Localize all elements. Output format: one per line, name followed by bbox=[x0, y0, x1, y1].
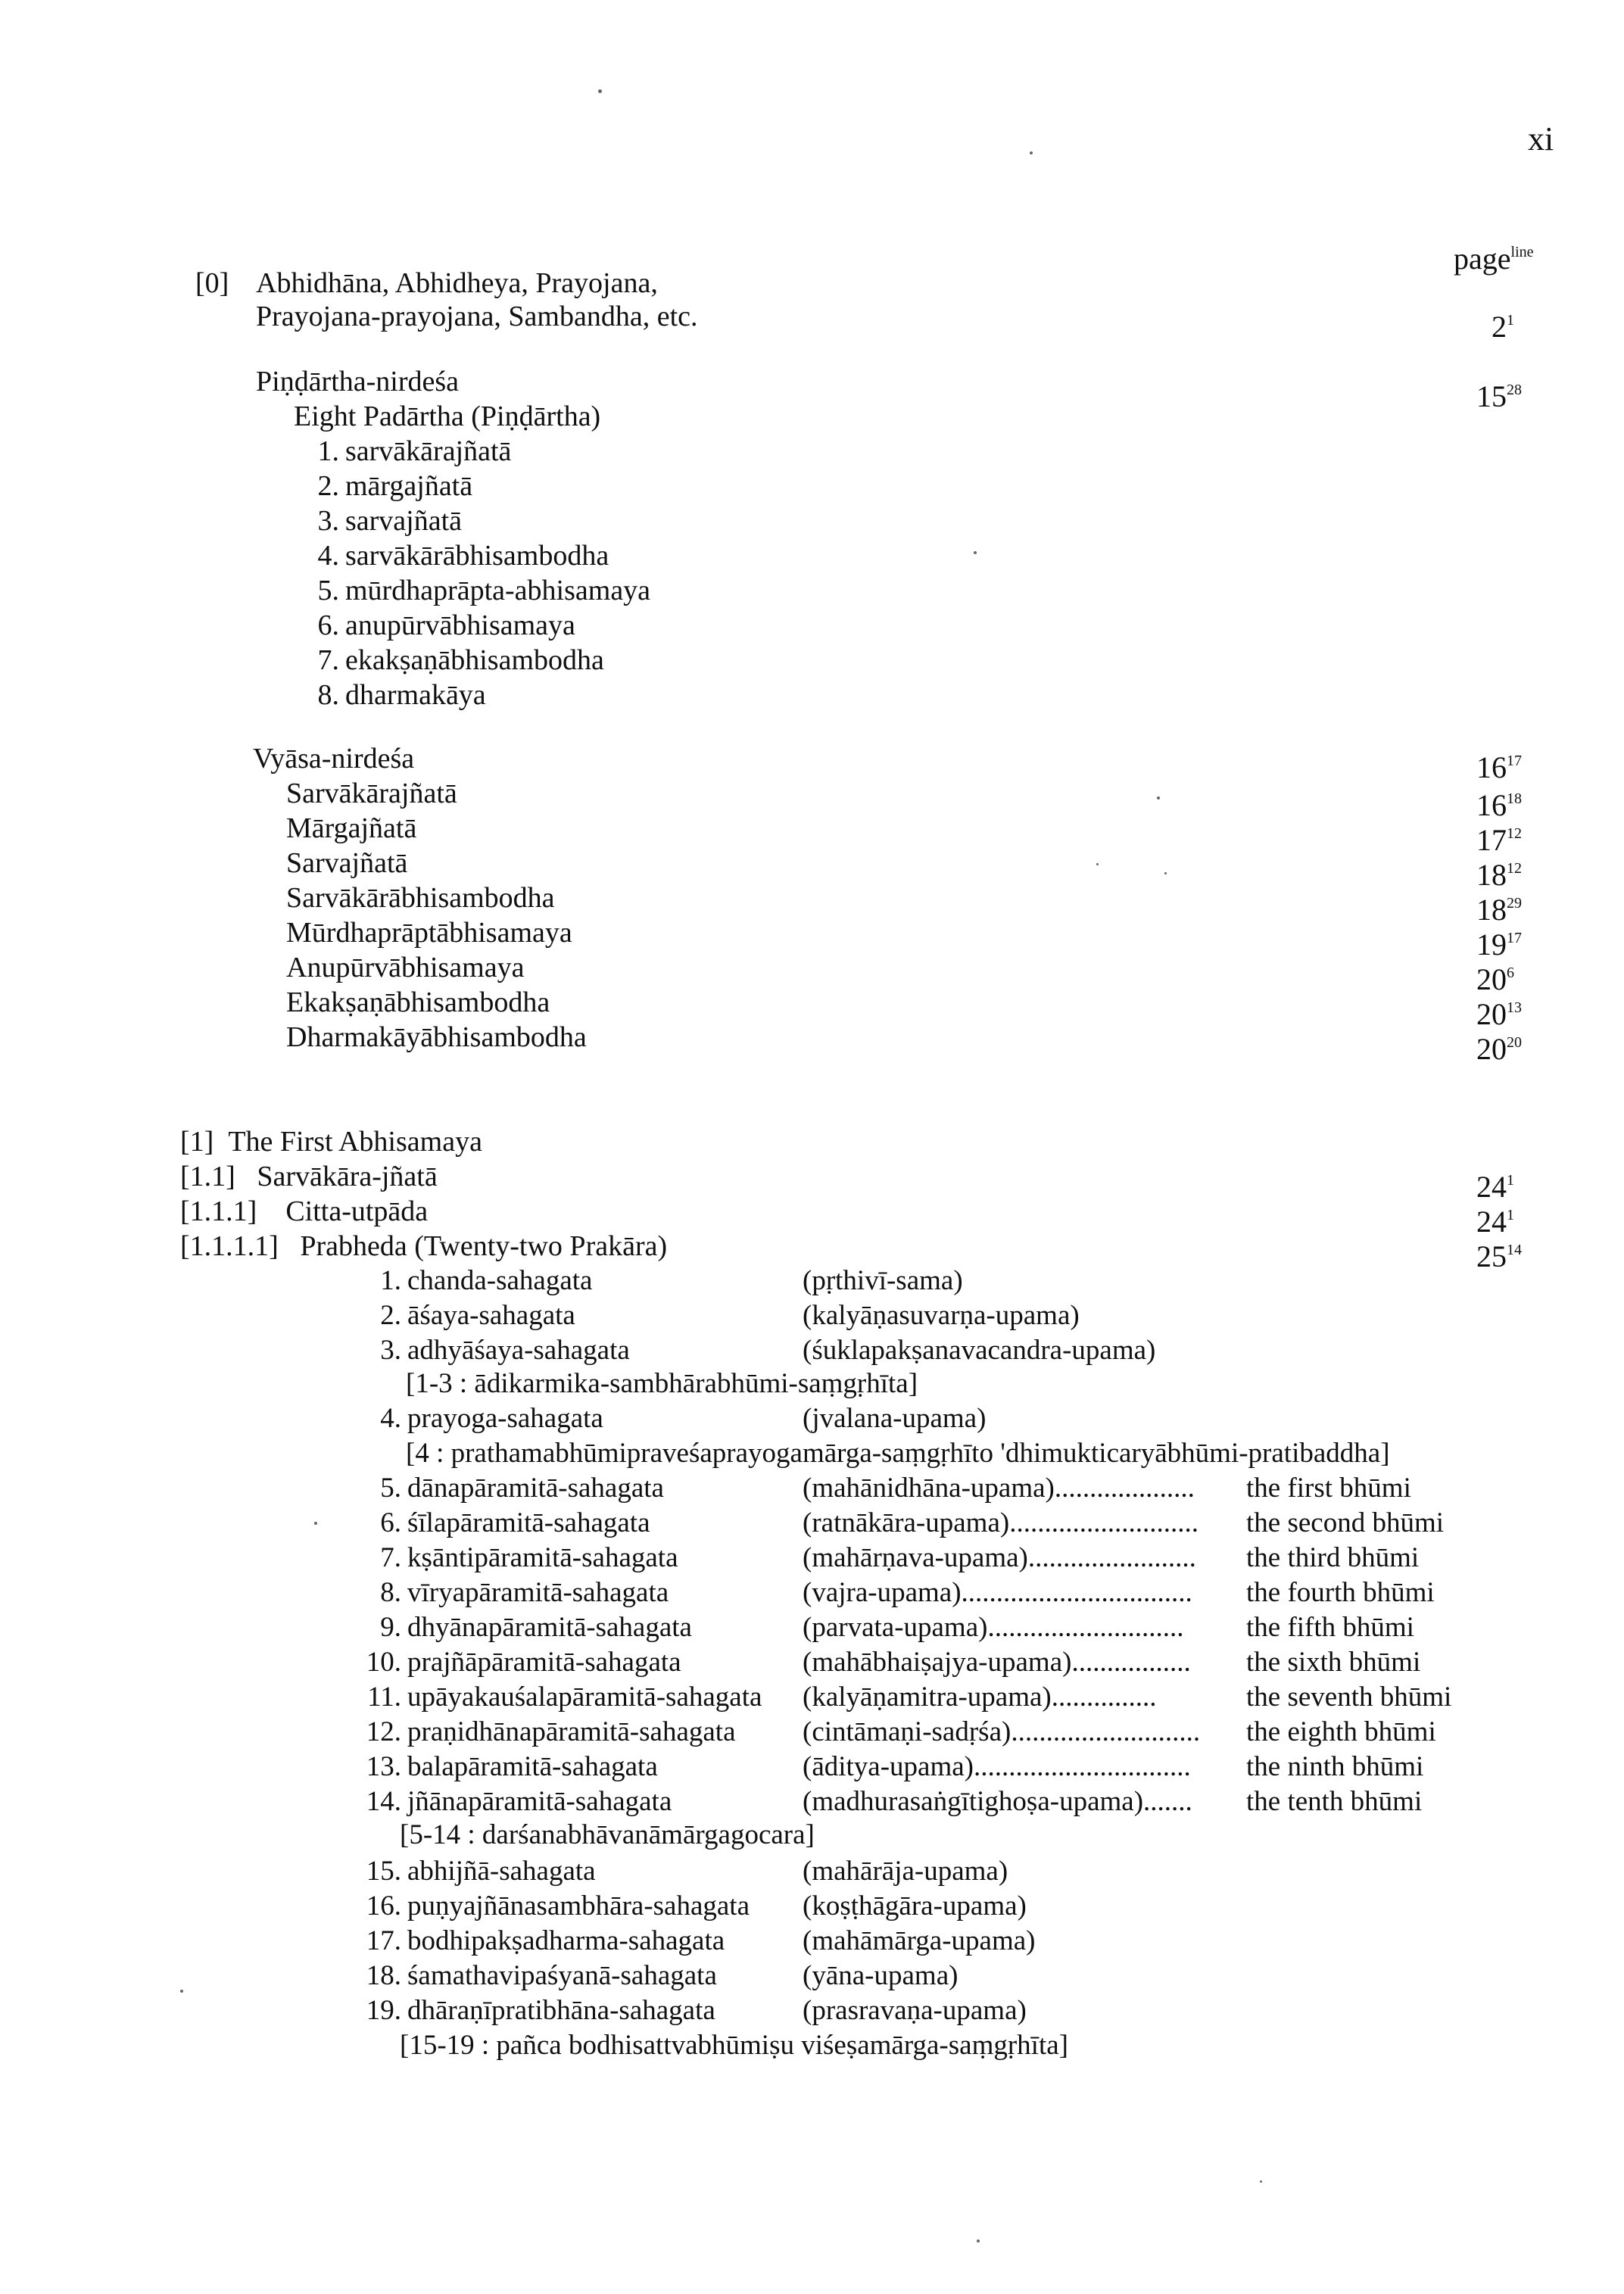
vyasa-item-page: $19^{17}$ bbox=[1476, 927, 1522, 962]
prabheda-bhumi: the third bhūmi bbox=[1246, 1542, 1420, 1573]
vyasa-item: Sarvajñatā bbox=[286, 847, 408, 879]
vyasa-item: Dharmakāyābhisambodha bbox=[286, 1021, 587, 1053]
prabheda-bhumi: the tenth bhūmi bbox=[1246, 1786, 1423, 1817]
prabheda-label: 1. chanda-sahagata bbox=[380, 1265, 593, 1296]
scan-speck bbox=[974, 551, 977, 554]
prabheda-bhumi: the fifth bhūmi bbox=[1246, 1612, 1414, 1643]
vyasa-item-page: $20^6$ bbox=[1476, 962, 1514, 996]
prabheda-label: 15. abhijñā-sahagata bbox=[366, 1856, 596, 1887]
prabheda-label: 6. śīlapāramitā-sahagata bbox=[380, 1507, 650, 1538]
section-0-line2: Prayojana-prayojana, Sambandha, etc. bbox=[256, 301, 698, 332]
prabheda-label: 19. dhāraṇīpratibhāna-sahagata bbox=[366, 1995, 715, 2026]
prabheda-bhumi: the ninth bhūmi bbox=[1246, 1751, 1424, 1782]
pindartha-title: Piṇḍārtha-nirdeśa bbox=[256, 366, 460, 397]
section-0-line1: Abhidhāna, Abhidheya, Prayojana, bbox=[256, 267, 658, 299]
pindartha-item: 4. sarvākārābhisambodha bbox=[317, 540, 609, 572]
prabheda-label: 14. jñānapāramitā-sahagata bbox=[366, 1786, 672, 1817]
section-1-1-1-heading: [1.1.1] Citta-utpāda bbox=[180, 1195, 429, 1227]
prabheda-comparison: (kalyāṇasuvarṇa-upama) bbox=[803, 1300, 1080, 1331]
section-1-1-page: $24^1$ bbox=[1476, 1170, 1514, 1204]
vyasa-item-page: $20^{20}$ bbox=[1476, 1032, 1522, 1066]
pindartha-item: 3. sarvajñatā bbox=[317, 505, 463, 537]
vyasa-item-page: $20^{13}$ bbox=[1476, 997, 1522, 1031]
section-0-label: [0] bbox=[195, 267, 229, 299]
prabheda-comparison: (madhurasaṅgītighoṣa-upama)....... bbox=[803, 1786, 1192, 1817]
vyasa-page: $16^{17}$ bbox=[1476, 750, 1522, 784]
scan-speck bbox=[977, 2239, 980, 2243]
prabheda-label: 13. balapāramitā-sahagata bbox=[366, 1751, 658, 1782]
prabheda-comparison: (koṣṭhāgāra-upama) bbox=[803, 1890, 1027, 1922]
column-header-page: page bbox=[1454, 242, 1511, 276]
vyasa-item: Sarvākārajñatā bbox=[286, 778, 457, 809]
section-0-page: $2^1$ bbox=[1492, 310, 1514, 344]
prabheda-label: 10. prajñāpāramitā-sahagata bbox=[366, 1647, 681, 1678]
prabheda-label: 16. puṇyajñānasambhāra-sahagata bbox=[366, 1890, 750, 1922]
vyasa-item: Sarvākārābhisambodha bbox=[286, 882, 555, 914]
prabheda-label: 18. śamathavipaśyanā-sahagata bbox=[366, 1960, 717, 1991]
prabheda-comparison: (prasravaṇa-upama) bbox=[803, 1995, 1027, 2026]
prabheda-bhumi: the seventh bhūmi bbox=[1246, 1682, 1452, 1713]
bracket-note-5-14: [5-14 : darśanabhāvanāmārgagocara] bbox=[400, 1819, 815, 1850]
prabheda-comparison: (āditya-upama)............................... bbox=[803, 1751, 1191, 1782]
vyasa-item-page: $16^{18}$ bbox=[1476, 788, 1522, 822]
scan-speck bbox=[1096, 863, 1099, 865]
prabheda-comparison: (mahārāja-upama) bbox=[803, 1856, 1008, 1887]
scan-speck bbox=[1260, 2180, 1262, 2183]
prabheda-label: 4. prayoga-sahagata bbox=[380, 1403, 603, 1434]
prabheda-comparison: (parvata-upama)............................ bbox=[803, 1612, 1184, 1643]
pindartha-item: 8. dharmakāya bbox=[317, 679, 486, 711]
pindartha-item: 5. mūrdhaprāpta-abhisamaya bbox=[317, 575, 651, 606]
prabheda-label: 5. dānapāramitā-sahagata bbox=[380, 1473, 664, 1504]
prabheda-label: 9. dhyānapāramitā-sahagata bbox=[380, 1612, 692, 1643]
prabheda-comparison: (yāna-upama) bbox=[803, 1960, 959, 1991]
prabheda-comparison: (jvalana-upama) bbox=[803, 1403, 987, 1434]
pindartha-subtitle: Eight Padārtha (Piṇḍārtha) bbox=[294, 401, 601, 432]
prabheda-label: 17. bodhipakṣadharma-sahagata bbox=[366, 1925, 725, 1956]
prabheda-comparison: (mahāmārga-upama) bbox=[803, 1925, 1036, 1956]
section-1-1-heading: [1.1] Sarvākāra-jñatā bbox=[180, 1161, 438, 1192]
vyasa-item-page: $18^{29}$ bbox=[1476, 893, 1522, 927]
vyasa-item-page: $18^{12}$ bbox=[1476, 858, 1522, 892]
vyasa-item: Mārgajñatā bbox=[286, 812, 417, 844]
vyasa-item: Ekakṣaṇābhisambodha bbox=[286, 986, 550, 1018]
scan-speck bbox=[1164, 872, 1167, 874]
prabheda-comparison: (śuklapakṣanavacandra-upama) bbox=[803, 1335, 1156, 1366]
scan-speck bbox=[1157, 796, 1160, 799]
pindartha-item: 7. ekakṣaṇābhisambodha bbox=[317, 644, 604, 676]
prabheda-label: 12. praṇidhānapāramitā-sahagata bbox=[366, 1716, 736, 1747]
prabheda-bhumi: the first bhūmi bbox=[1246, 1473, 1411, 1504]
prabheda-label: 3. adhyāśaya-sahagata bbox=[380, 1335, 630, 1366]
prabheda-comparison: (cintāmaṇi-sadṛśa)........................... bbox=[803, 1716, 1201, 1747]
prabheda-label: 7. kṣāntipāramitā-sahagata bbox=[380, 1542, 678, 1573]
section-1-1-1-1-page: $25^{14}$ bbox=[1476, 1239, 1522, 1273]
vyasa-item: Anupūrvābhisamaya bbox=[286, 952, 525, 983]
prabheda-label: 8. vīryapāramitā-sahagata bbox=[380, 1577, 669, 1608]
vyasa-title: Vyāsa-nirdeśa bbox=[253, 743, 415, 775]
prabheda-comparison: (mahābhaiṣajya-upama)................. bbox=[803, 1647, 1191, 1678]
prabheda-bhumi: the sixth bhūmi bbox=[1246, 1647, 1421, 1678]
pindartha-item: 6. anupūrvābhisamaya bbox=[317, 609, 575, 641]
prabheda-comparison: (mahānidhāna-upama).................... bbox=[803, 1473, 1195, 1504]
prabheda-comparison: (pṛthivī-sama) bbox=[803, 1265, 963, 1296]
pindartha-page: $15^{28}$ bbox=[1476, 379, 1522, 413]
pindartha-item: 2. mārgajñatā bbox=[317, 470, 473, 502]
bracket-note-1-3: [1-3 : ādikarmika-sambhārabhūmi-saṃgṛhīta] bbox=[406, 1368, 918, 1399]
prabheda-bhumi: the second bhūmi bbox=[1246, 1507, 1445, 1538]
prabheda-comparison: (mahārṇava-upama)........................ bbox=[803, 1542, 1196, 1573]
column-header-line: line bbox=[1510, 244, 1534, 260]
scan-speck bbox=[180, 1990, 183, 1993]
scan-speck bbox=[1030, 151, 1033, 154]
prabheda-bhumi: the eighth bhūmi bbox=[1246, 1716, 1436, 1747]
page-number: xi bbox=[1528, 120, 1554, 157]
prabheda-label: 11. upāyakauśalapāramitā-sahagata bbox=[367, 1682, 762, 1713]
section-1-1-1-1-heading: [1.1.1.1] Prabheda (Twenty-two Prakāra) bbox=[180, 1230, 668, 1262]
scan-speck bbox=[598, 89, 602, 93]
bracket-note-15-19: [15-19 : pañca bodhisattvabhūmiṣu viśeṣamārga-saṃgṛhīta] bbox=[400, 2030, 1068, 2061]
prabheda-comparison: (ratnākāra-upama)........................... bbox=[803, 1507, 1199, 1538]
column-header bbox=[1454, 241, 1534, 276]
prabheda-comparison: (vajra-upama)................................. bbox=[803, 1577, 1192, 1608]
vyasa-item-page: $17^{12}$ bbox=[1476, 823, 1522, 857]
bracket-note-4: [4 : prathamabhūmipraveśaprayogamārga-saṃgṛhīto 'dhimukticaryābhūmi-pratibaddha] bbox=[406, 1438, 1390, 1469]
section-1-heading: [1] The First Abhisamaya bbox=[180, 1126, 482, 1158]
section-1-1-1-page: $24^1$ bbox=[1476, 1205, 1514, 1239]
prabheda-bhumi: the fourth bhūmi bbox=[1246, 1577, 1435, 1608]
prabheda-comparison: (kalyāṇamitra-upama)............... bbox=[803, 1682, 1157, 1713]
scan-speck bbox=[314, 1522, 317, 1525]
pindartha-item: 1. sarvākārajñatā bbox=[317, 435, 512, 467]
vyasa-item: Mūrdhaprāptābhisamaya bbox=[286, 917, 572, 949]
prabheda-label: 2. āśaya-sahagata bbox=[380, 1300, 575, 1331]
